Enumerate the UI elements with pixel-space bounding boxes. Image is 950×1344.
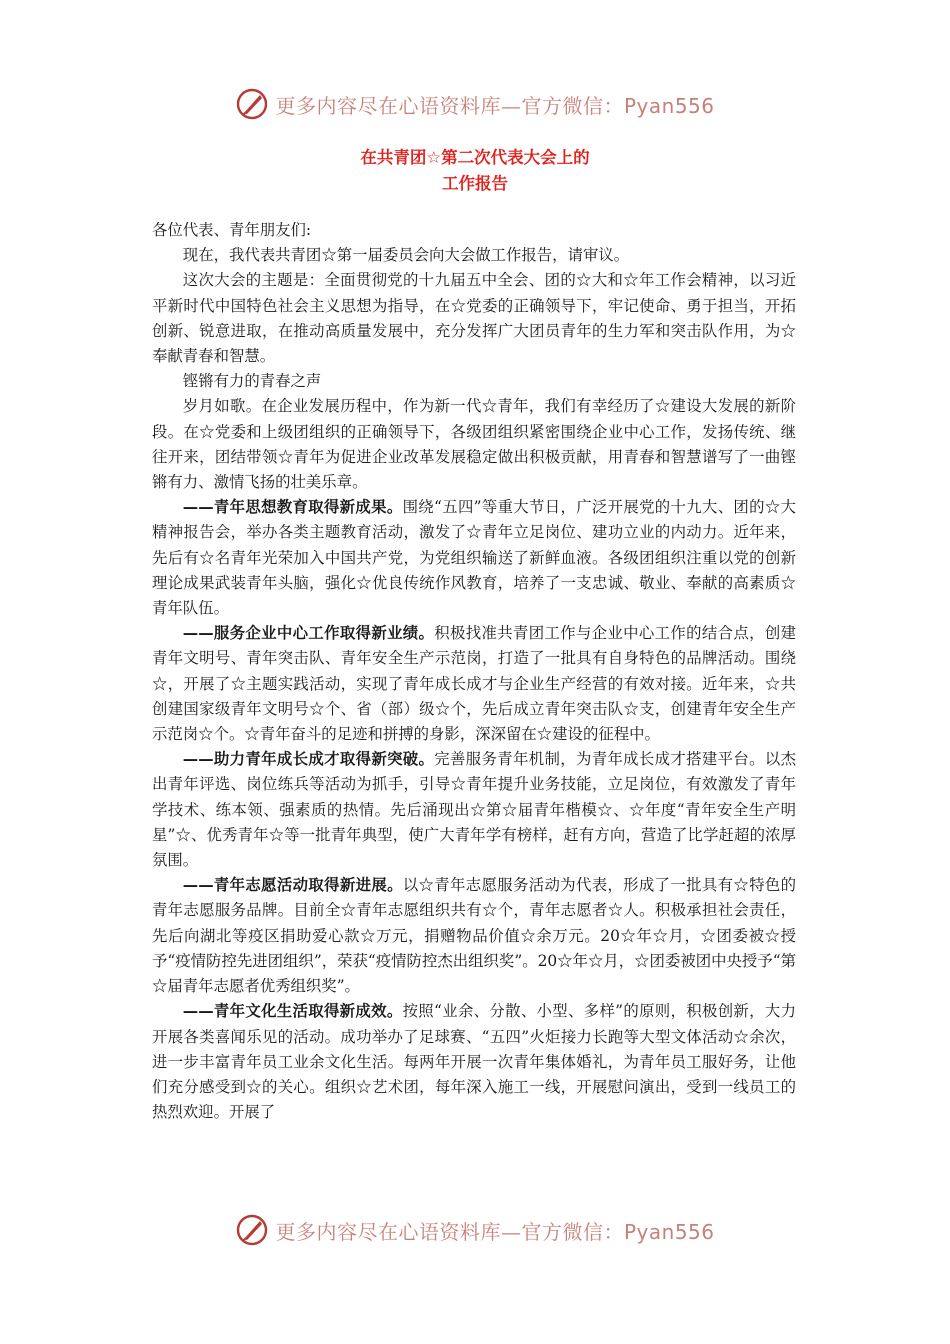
- greeting: 各位代表、青年朋友们:: [152, 221, 312, 239]
- watermark-text: 更多内容尽在心语资料库—官方微信：Pyan556: [275, 1219, 715, 1244]
- achievement-paragraph: ——青年文化生活取得新成效。按照“业余、分散、小型、多样”的原则，积极创新，大力开展各类喜闻乐见的活动。成功举办了足球赛、“五四”火炬接力长跑等大型文体活动☆余次，进一步丰富青年员工业余文化生活。每两年开展一次青年集体婚礼，为青年员工服好务，让他们充分感受到☆的关心。组织☆艺术团，每年深入施工一线，开展慰问演出，受到一线员工的热烈欢迎。开展了: [152, 1002, 796, 1122]
- watermark-text: 更多内容尽在心语资料库—官方微信：Pyan556: [275, 93, 715, 118]
- achievement-title: ——服务企业中心工作取得新业绩。: [182, 624, 435, 643]
- quill-pen-circle-icon: [235, 1213, 269, 1247]
- achievement-paragraph: ——服务企业中心工作取得新业绩。积极找准共青团工作与企业中心工作的结合点，创建青年文明号、青年突击队、青年安全生产示范岗，打造了一批具有自身特色的品牌活动。围绕☆，开展了☆主题实践活动，实现了青年成长成才与企业生产经营的有效对接。近年来，☆共创建国家级青年文明号☆个、省（部）级☆个，先后成立青年突击队☆支，创建青年安全生产示范岗☆个。☆青年奋斗的足迹和拼搏的身影，深深留在☆建设的征程中。: [152, 624, 796, 744]
- achievement-paragraph: ——青年志愿活动取得新进展。以☆青年志愿服务活动为代表，形成了一批具有☆特色的青年志愿服务品牌。目前全☆青年志愿组织共有☆个，青年志愿者☆人。积极承担社会责任，先后向湖北等疫区捐助爱心款☆万元，捐赠物品价值☆余万元。20☆年☆月，☆团委被☆授予“疫情防控先进团组织”，荣获“疫情防控杰出组织奖”。20☆年☆月，☆团委被团中央授予“第☆届青年志愿者优秀组织奖”。: [152, 876, 796, 996]
- footer-watermark-banner: [0, 1210, 950, 1250]
- paragraph: 现在，我代表共青团☆第一届委员会向大会做工作报告，请审议。: [182, 246, 630, 265]
- achievement-paragraph: ——青年思想教育取得新成果。围绕“五四”等重大节日，广泛开展党的十九大、团的☆大精神报告会，举办各类主题教育活动，激发了☆青年立足岗位、建功立业的内动力。近年来，先后有☆名青年光荣加入中国共产党，为党组织输送了新鲜血液。各级团组织注重以党的创新理论成果武装青年头脑，强化☆优良传统作风教育，培养了一支忠诚、敬业、奉献的高素质☆青年队伍。: [152, 498, 796, 618]
- section-heading: 铿锵有力的青春之声: [182, 372, 322, 391]
- quill-pen-circle-icon: [235, 87, 269, 121]
- achievement-paragraph: ——助力青年成长成才取得新突破。完善服务青年机制，为青年成长成才搭建平台。以杰出青年评选、岗位练兵等活动为抓手，引导☆青年提升业务技能，立足岗位，有效激发了青年学技术、练本领、强素质的热情。先后涌现出☆第☆届青年楷模☆、☆年度“青年安全生产明星”☆、优秀青年☆等一批青年典型，使广大青年学有榜样，赶有方向，营造了比学赶超的浓厚氛围。: [152, 750, 796, 870]
- header-watermark-banner: [0, 84, 950, 124]
- achievement-title: ——青年志愿活动取得新进展。: [182, 876, 403, 895]
- achievement-title: ——青年文化生活取得新成效。: [182, 1002, 403, 1021]
- report-title-line-1: 在共青团☆第二次代表大会上的: [360, 148, 590, 167]
- report-title-line-2: 工作报告: [442, 174, 508, 193]
- achievement-title: ——助力青年成长成才取得新突破。: [182, 750, 435, 769]
- paragraph: 岁月如歌。在企业发展历程中，作为新一代☆青年，我们有幸经历了☆建设大发展的新阶段。在☆党委和上级团组织的正确领导下，各级团组织紧密围绕企业中心工作，发扬传统、继往开来，团结带领☆青年为促进企业改革发展稳定做出积极贡献，用青春和智慧谱写了一曲铿锵有力、激情飞扬的壮美乐章。: [152, 397, 796, 492]
- report-body: [152, 218, 796, 1125]
- achievement-title: ——青年思想教育取得新成果。: [182, 498, 403, 517]
- paragraph: 这次大会的主题是：全面贯彻党的十九届五中全会、团的☆大和☆年工作会精神，以习近平新时代中国特色社会主义思想为指导，在☆党委的正确领导下，牢记使命、勇于担当，开拓创新、锐意进取，在推动高质量发展中，充分发挥广大团员青年的生力军和突击队作用，为☆奉献青春和智慧。: [152, 271, 796, 366]
